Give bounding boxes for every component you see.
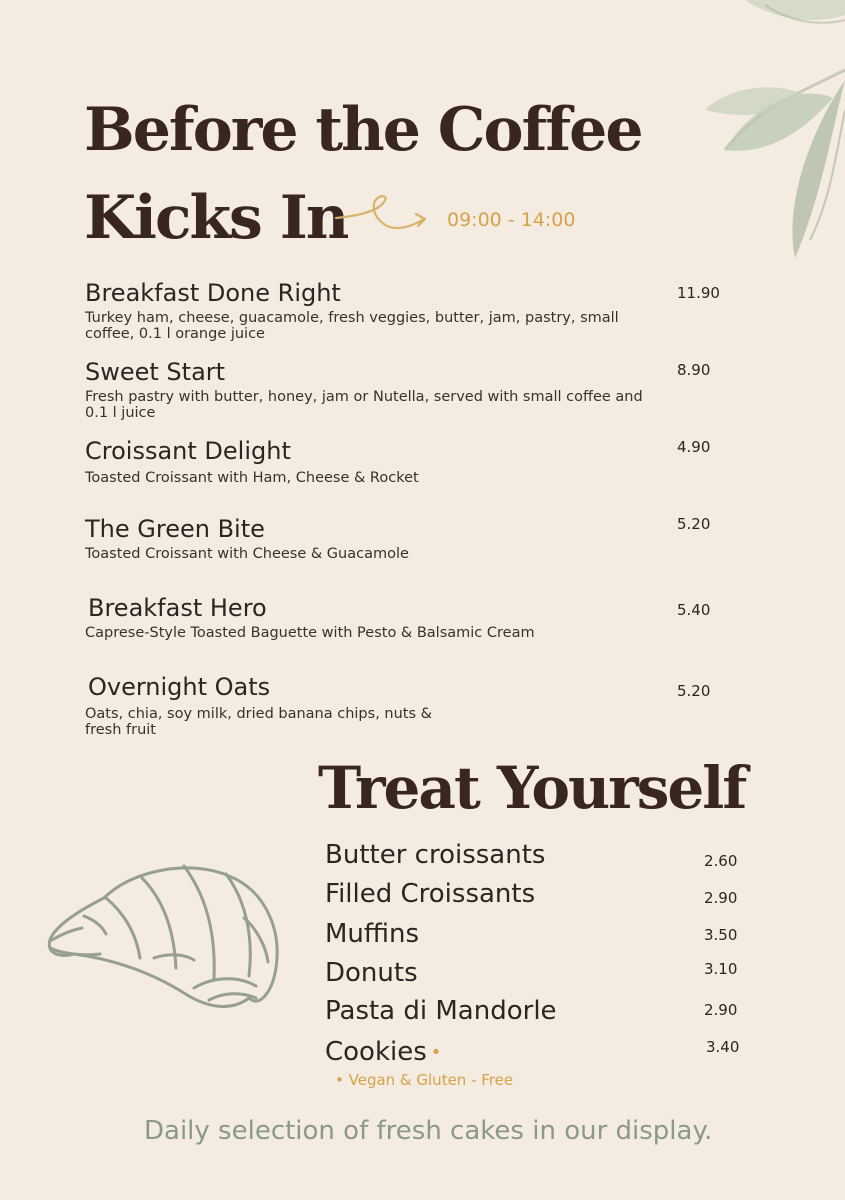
menu-item-name: Overnight Oats [88, 673, 271, 701]
vegan-note: • Vegan & Gluten - Free [335, 1071, 514, 1089]
menu-item-name: Breakfast Hero [88, 594, 267, 622]
breakfast-title-line2: Kicks In [84, 183, 348, 253]
menu-item-name: Croissant Delight [85, 437, 291, 465]
treat-item-price: 2.60 [704, 852, 738, 870]
treat-item-price: 3.50 [704, 926, 738, 944]
treat-item-name: Filled Croissants [325, 879, 536, 909]
menu-item-name: Breakfast Done Right [85, 279, 341, 307]
breakfast-title-line1: Before the Coffee [84, 95, 642, 165]
menu-item-price: 5.40 [677, 601, 711, 619]
treat-item [325, 995, 745, 1027]
treat-item-name: Muffins [325, 919, 420, 949]
menu-item [85, 436, 745, 486]
menu-item-description: Toasted Croissant with Ham, Cheese & Rocket [85, 470, 419, 486]
menu-item [85, 514, 745, 562]
menu-item-name: Sweet Start [85, 358, 226, 386]
treat-item [325, 839, 745, 871]
treat-item-price: 3.40 [706, 1038, 740, 1056]
bullet-icon: • [430, 1041, 442, 1063]
menu-item-description: Caprese-Style Toasted Baguette with Pesto & Balsamic Cream [85, 625, 535, 641]
menu-item-name: The Green Bite [85, 515, 265, 543]
opening-hours: 09:00 - 14:00 [447, 209, 576, 231]
menu-item [85, 672, 745, 738]
treat-item-price: 2.90 [704, 889, 738, 907]
menu-item [85, 593, 745, 641]
treat-item-name: Donuts [325, 958, 418, 988]
menu-item-price: 4.90 [677, 438, 711, 456]
menu-item-description: Toasted Croissant with Cheese & Guacamole [85, 546, 409, 562]
menu-item-description: Oats, chia, soy milk, dried banana chips, nuts & fresh fruit [85, 706, 432, 738]
menu-item-price: 8.90 [677, 361, 711, 379]
treat-item-label: Cookies [325, 1037, 427, 1067]
treat-item-name: Butter croissants [325, 840, 546, 870]
menu-item-price: 5.20 [677, 682, 711, 700]
treat-item [325, 918, 745, 950]
treat-item-name [325, 1036, 745, 1069]
menu-item-price: 5.20 [677, 515, 711, 533]
croissant-icon [44, 858, 284, 1018]
treat-item-price: 3.10 [704, 960, 738, 978]
swirl-arrow-icon [332, 192, 432, 242]
treat-item-name: Pasta di Mandorle [325, 996, 557, 1026]
treat-item [325, 1036, 745, 1069]
menu-item-description: Fresh pastry with butter, honey, jam or Nutella, served with small coffee and 0.1 l juice [85, 389, 643, 421]
treats-title: Treat Yourself [318, 754, 746, 822]
treat-item [325, 957, 745, 989]
menu-item-description: Turkey ham, cheese, guacamole, fresh veggies, butter, jam, pastry, small coffee, 0.1 l orange juice [85, 310, 619, 342]
treat-item [325, 878, 745, 910]
menu-item [85, 357, 745, 421]
menu-item [85, 278, 745, 342]
footer-note: Daily selection of fresh cakes in our display. [144, 1116, 713, 1146]
menu-item-price: 11.90 [677, 284, 720, 302]
treat-item-price: 2.90 [704, 1001, 738, 1019]
